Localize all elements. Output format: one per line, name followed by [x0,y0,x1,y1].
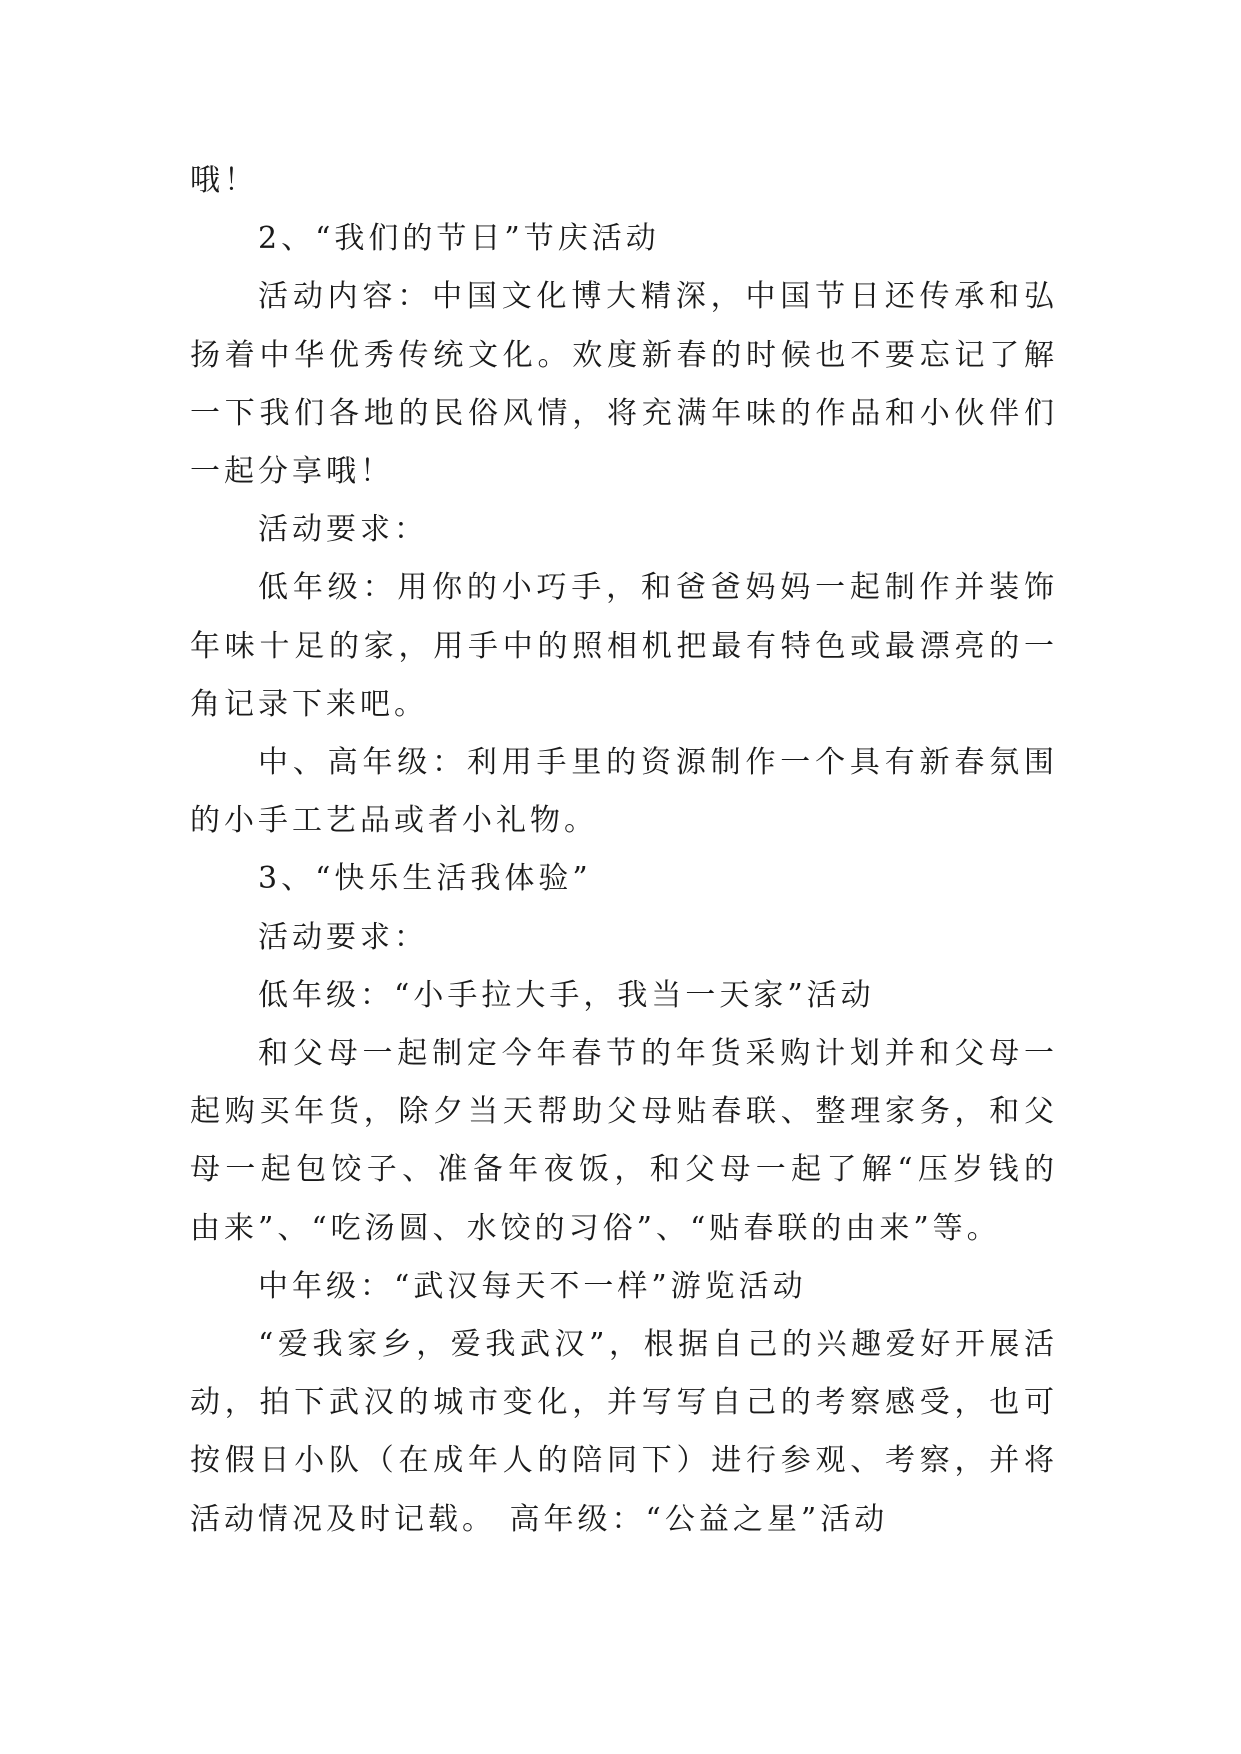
paragraph-family-tasks: 和父母一起制定今年春节的年货采购计划并和父母一起购买年货，除夕当天帮助父母贴春联、整理家务，和父母一起包饺子、准备年夜饭，和父母一起了解“压岁钱的由来”、“吃汤圆、水饺的习俗”、“贴春联的由来”等。 [190,1036,1058,1246]
paragraph-wuhan-activity: “爱我家乡，爱我武汉”，根据自己的兴趣爱好开展活动，拍下武汉的城市变化，并写写自己的考察感受，也可按假日小队（在成年人的陪同下）进行参观、考察，并将活动情况及时记载。 高年级：“公益之星”活动 [190,1327,1058,1537]
paragraph-activity-content: 活动内容：中国文化博大精深，中国节日还传承和弘扬着中华优秀传统文化。欢度新春的时候也不要忘记了解一下我们各地的民俗风情，将充满年味的作品和小伙伴们一起分享哦！ [190,279,1058,490]
section-heading-happy-life: 3、“快乐生活我体验” [258,861,592,897]
paragraph-middle-grade-activity: 中年级：“武汉每天不一样”游览活动 [258,1268,807,1304]
paragraph-lower-grade: 低年级：用你的小巧手，和爸爸妈妈一起制作并装饰年味十足的家，用手中的照相机把最有特色或最漂亮的一角记录下来吧。 [190,570,1058,722]
paragraph-middle-high-grade: 中、高年级：利用手里的资源制作一个具有新春氛围的小手工艺品或者小礼物。 [190,745,1058,839]
paragraph-requirements-label-2: 活动要求： [258,919,428,955]
paragraph-lower-grade-activity: 低年级：“小手拉大手，我当一天家”活动 [258,977,875,1013]
body-text [190,152,1058,1549]
paragraph-requirements-label: 活动要求： [258,512,428,548]
paragraph-continuation: 哦！ [190,163,258,198]
section-heading-festival: 2、“我们的节日”节庆活动 [258,221,660,257]
